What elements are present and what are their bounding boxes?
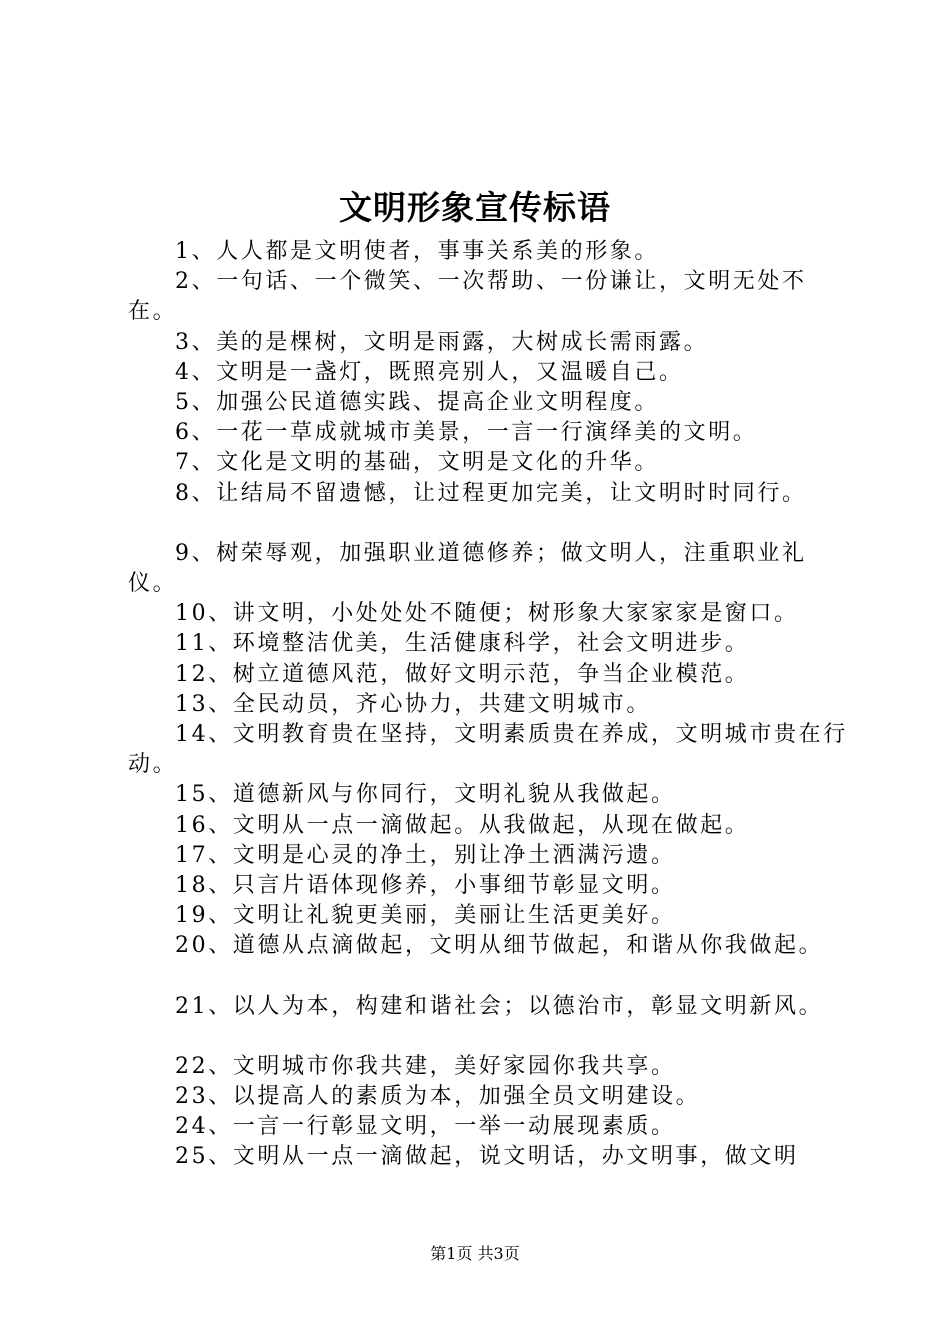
slogan-item: 12、树立道德风范，做好文明示范，争当企业模范。: [175, 661, 750, 687]
page-footer: 第1页 共3页: [430, 1244, 520, 1263]
slogan-item: 20、道德从点滴做起，文明从细节做起，和谐从你我做起。: [175, 933, 824, 959]
slogan-item: 8、让结局不留遗憾，让过程更加完美，让文明时时同行。: [175, 480, 807, 506]
slogan-list: [128, 237, 853, 1173]
slogan-item: 24、一言一行彰显文明，一举一动展现素质。: [175, 1114, 676, 1140]
slogan-item: 4、文明是一盏灯，既照亮别人，又温暖自己。: [175, 359, 684, 385]
slogan-item: 6、一花一草成就城市美景，一言一行演绎美的文明。: [175, 420, 758, 446]
slogan-item: 7、文化是文明的基础，文明是文化的升华。: [175, 450, 659, 476]
slogan-item: 16、文明从一点一滴做起。从我做起，从现在做起。: [175, 812, 750, 838]
slogan-item: 11、环境整洁优美，生活健康科学，社会文明进步。: [175, 631, 750, 657]
slogan-item: 23、以提高人的素质为本，加强全员文明建设。: [175, 1084, 701, 1110]
slogan-item: 25、文明从一点一滴做起，说文明话，办文明事，做文明: [175, 1144, 799, 1170]
slogan-item: 22、文明城市你我共建，美好家园你我共享。: [175, 1053, 676, 1079]
slogan-item: 21、以人为本，构建和谐社会；以德治市，彰显文明新风。: [175, 993, 824, 1019]
slogan-item: 17、文明是心灵的净土，别让净土洒满污遗。: [175, 842, 676, 868]
slogan-item: 19、文明让礼貌更美丽，美丽让生活更美好。: [175, 903, 676, 929]
slogan-item: 3、美的是棵树，文明是雨露，大树成长需雨露。: [175, 329, 709, 355]
page-title: 文明形象宣传标语: [339, 188, 611, 227]
slogan-item: 1、人人都是文明使者，事事关系美的形象。: [175, 239, 659, 264]
paragraph-gap: [128, 962, 853, 992]
slogan-item: 18、只言片语体现修养，小事细节彰显文明。: [175, 873, 676, 899]
slogan-item: 5、加强公民道德实践、提高企业文明程度。: [175, 390, 659, 416]
slogan-item: 13、全民动员，齐心协力，共建文明城市。: [175, 691, 651, 717]
paragraph-gap: [128, 1022, 853, 1052]
slogan-item: 9、树荣辱观，加强职业道德修养；做文明人，注重职业礼仪。: [128, 540, 807, 597]
slogan-item: 15、道德新风与你同行，文明礼貌从我做起。: [175, 782, 676, 808]
slogan-item: 2、一句话、一个微笑、一次帮助、一份谦让，文明无处不在。: [128, 269, 807, 325]
slogan-item: 14、文明教育贵在坚持，文明素质贵在养成，文明城市贵在行动。: [128, 722, 848, 778]
slogan-item: 10、讲文明，小处处处不随便；树形象大家家家是窗口。: [175, 601, 799, 627]
paragraph-gap: [128, 509, 853, 539]
